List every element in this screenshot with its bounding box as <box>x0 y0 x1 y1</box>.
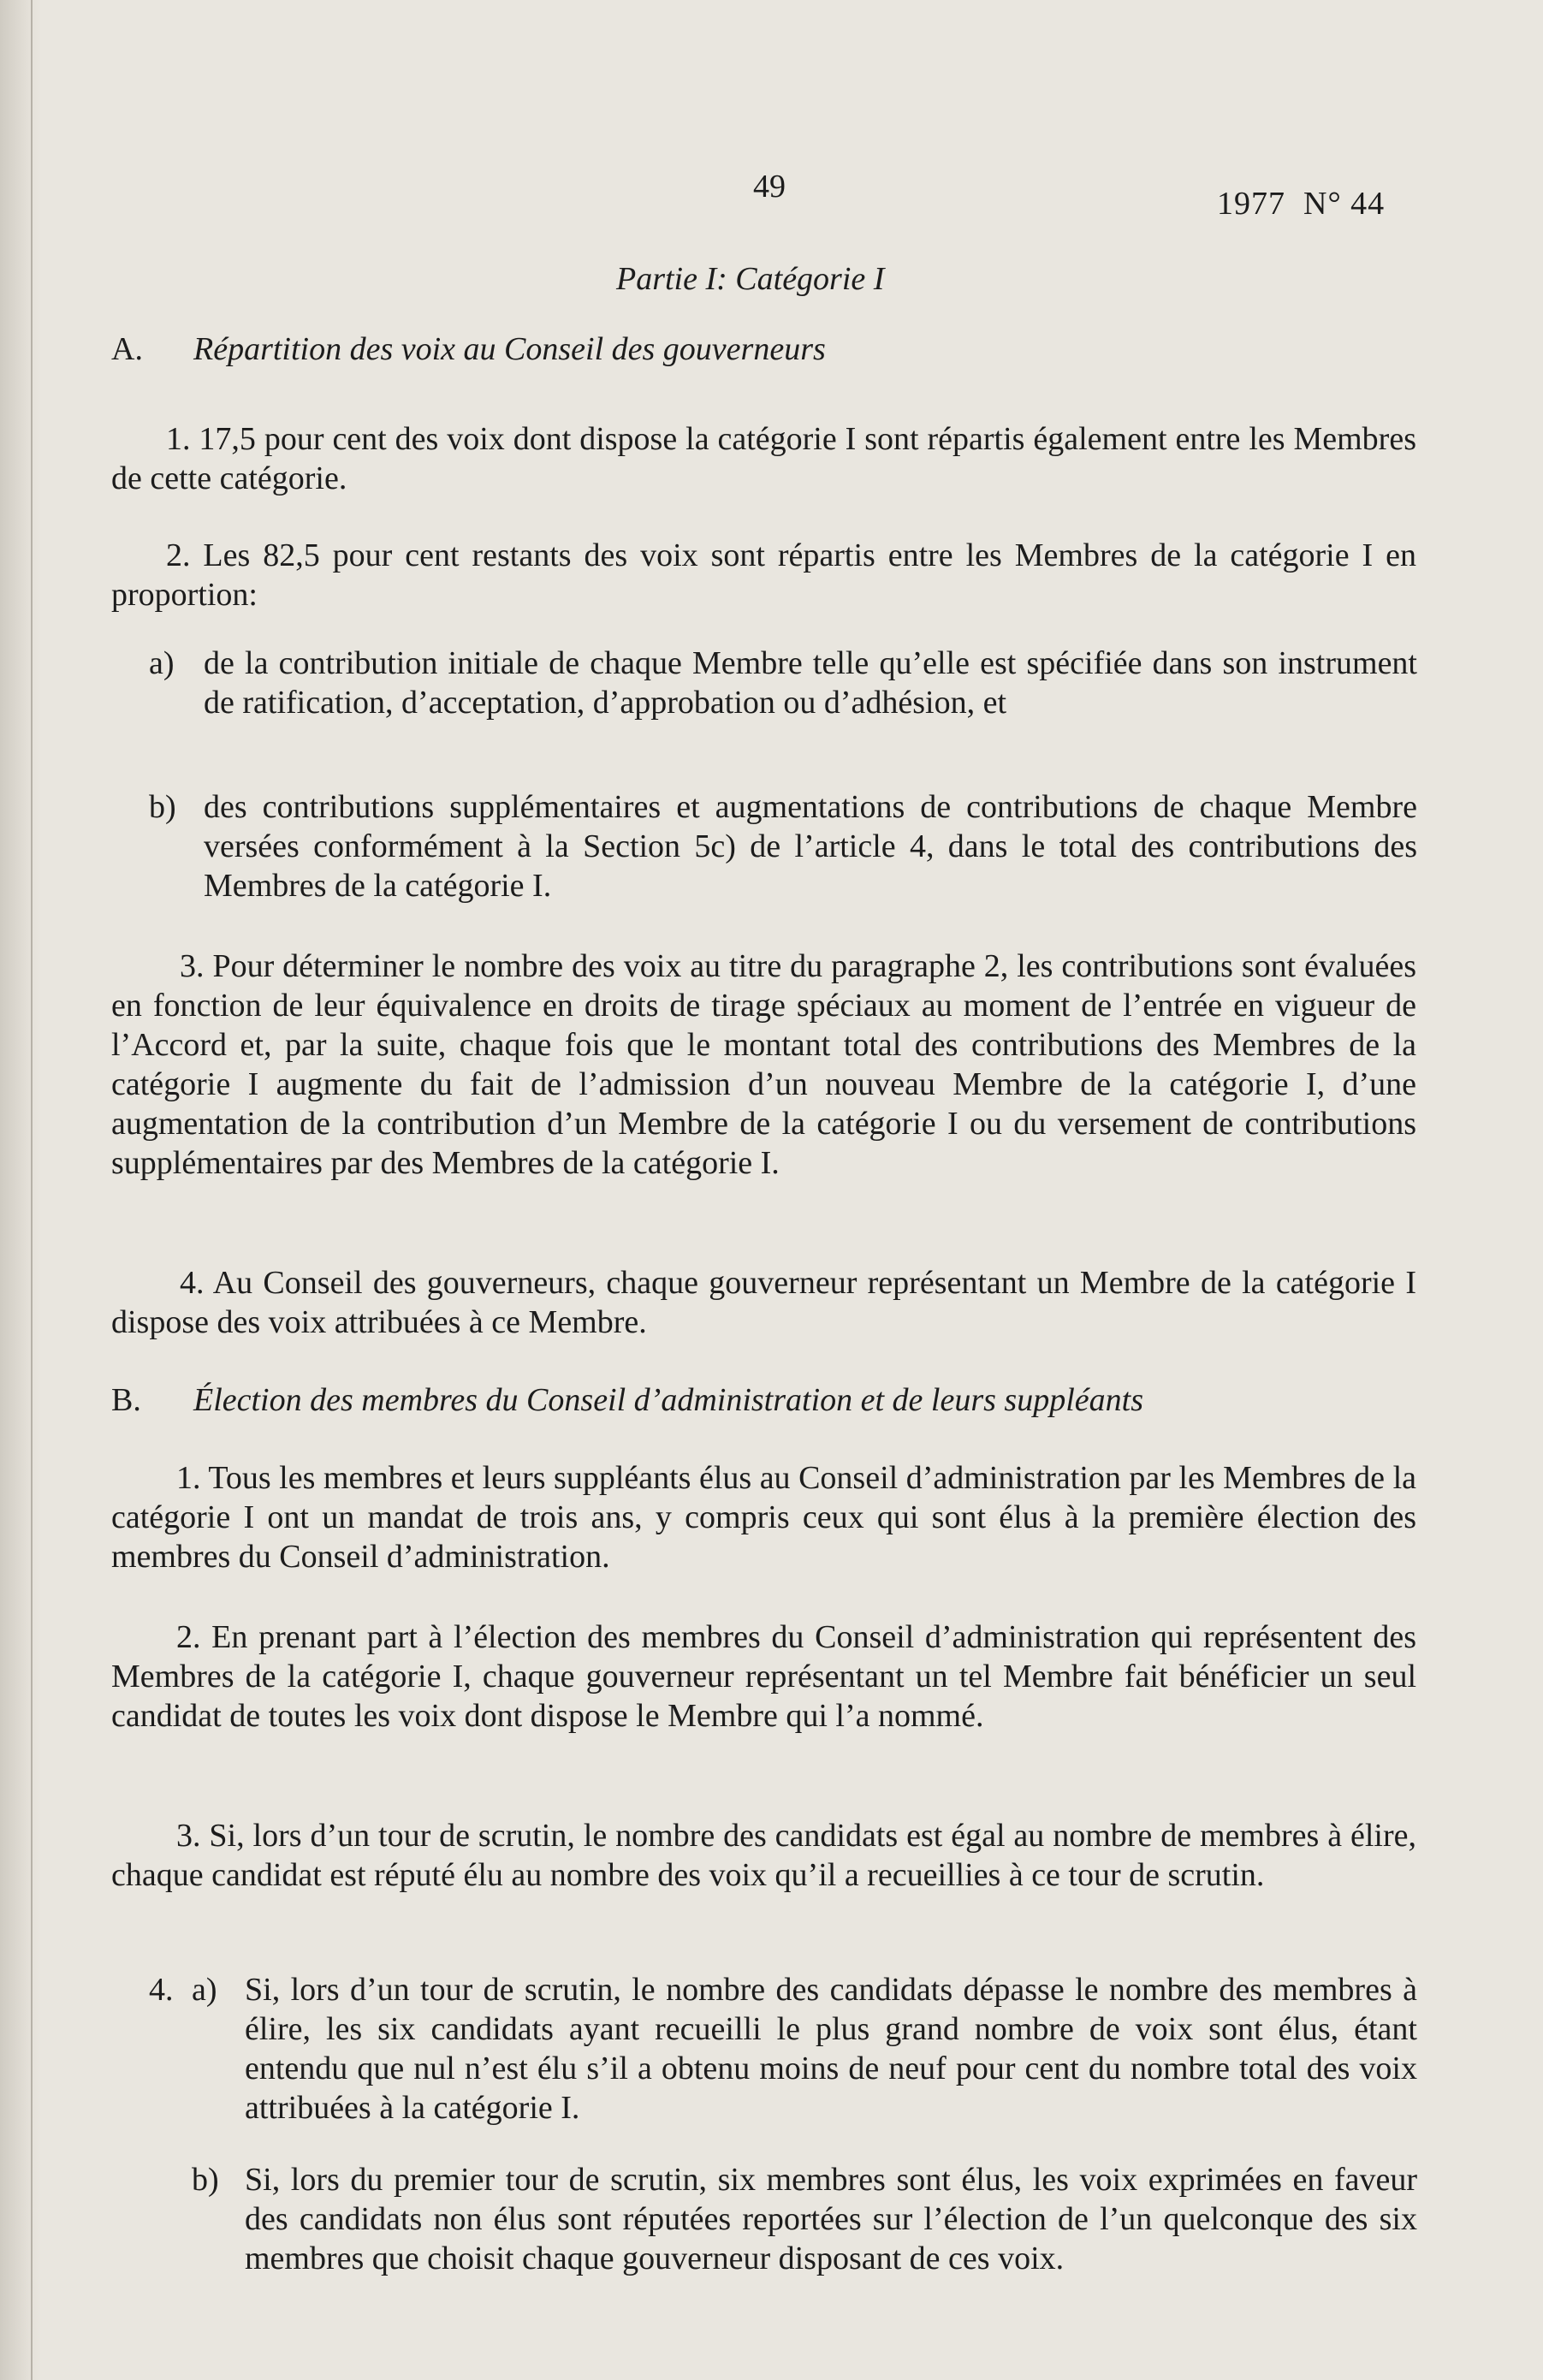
section-b-paragraph-2: 2. En prenant part à l’élection des membres du Conseil d’administration qui représentent des Membres de la catégorie I, chaque gouverneur représentant un tel Membre fait bénéficier un seul candidat de toutes les voix dont dispose le Membre qui l’a nommé. <box>111 1619 1416 1734</box>
item-text: des contributions supplémentaires et augmentations de contributions de chaque Membre versées conformément à la Section 5c) de l’article 4, dans le total des contributions des Membres de la catégorie I. <box>204 789 1417 904</box>
item-text: Si, lors du premier tour de scrutin, six membres sont élus, les voix exprimées en faveur des candidats non élus sont réputées reportées sur l’élection de l’un quelconque des six membres que choisit chaque gouverneur disposant de ces voix. <box>245 2162 1417 2276</box>
section-b-paragraph-3: 3. Si, lors d’un tour de scrutin, le nombre des candidats est égal au nombre de membres à élire, chaque candidat est réputé élu au nombre des voix qu’il a recueillies à ce tour de scrutin. <box>111 1818 1416 1893</box>
item-label: a) <box>192 1972 217 2008</box>
page-number: 49 <box>753 169 786 205</box>
document-reference: 1977 N° 44 <box>1217 186 1386 222</box>
section-b-title: Élection des membres du Conseil d’administration et de leurs suppléants <box>193 1382 1143 1418</box>
section-b-paragraph-1: 1. Tous les membres et leurs suppléants élus au Conseil d’administration par les Membres de la catégorie I ont un mandat de trois ans, y compris ceux qui sont élus à la première élection des membres du Conseil d’administration. <box>111 1460 1416 1575</box>
part-title: Partie I: Catégorie I <box>616 261 885 297</box>
item-text: de la contribution initiale de chaque Membre telle qu’elle est spécifiée dans son instrument de ratification, d’acceptation, d’approbation ou d’adhésion, et <box>204 645 1417 721</box>
section-b-item-4b <box>192 2160 1417 2278</box>
section-a-paragraph-4: 4. Au Conseil des gouverneurs, chaque gouverneur représentant un Membre de la catégorie I dispose des voix attribuées à ce Membre. <box>111 1265 1416 1340</box>
section-b-letter: B. <box>111 1382 141 1418</box>
section-b-item-4a <box>149 1970 1417 2128</box>
section-a-letter: A. <box>111 331 143 367</box>
section-b-heading <box>111 1381 1143 1419</box>
section-a-title: Répartition des voix au Conseil des gouverneurs <box>193 331 826 367</box>
paragraph-number: 4. <box>149 1972 174 2008</box>
section-a-heading <box>111 330 826 368</box>
item-label: b) <box>192 2162 219 2198</box>
section-a-paragraph-2: 2. Les 82,5 pour cent restants des voix sont répartis entre les Membres de la catégorie I en proportion: <box>111 537 1416 613</box>
item-label: a) <box>149 645 175 681</box>
item-text: Si, lors d’un tour de scrutin, le nombre des candidats dépasse le nombre des membres à élire, les six candidats ayant recueilli le plus grand nombre de voix sont élus, étant entendu que nul n’est élu s’il a obtenu moins de neuf pour cent du nombre total des voix attribuées à la catégorie I. <box>245 1972 1417 2126</box>
section-a-item-2a <box>149 644 1417 722</box>
section-a-item-2b <box>149 787 1417 905</box>
section-a-paragraph-3: 3. Pour déterminer le nombre des voix au titre du paragraphe 2, les contributions sont évaluées en fonction de leur équivalence en droits de tirage spéciaux au moment de l’entrée en vigueur de l’Accord et, par la suite, chaque fois que le montant total des contributions des Membres de la catégorie I augmente du fait de l’admission d’un nouveau Membre de la catégorie I, d’une augmentation de la contribution d’un Membre de la catégorie I ou du versement de contributions supplémentaires par des Membres de la catégorie I. <box>111 948 1416 1181</box>
item-label: b) <box>149 789 176 825</box>
section-a-paragraph-1: 1. 17,5 pour cent des voix dont dispose la catégorie I sont répartis également entre les Membres de cette catégorie. <box>111 421 1416 496</box>
